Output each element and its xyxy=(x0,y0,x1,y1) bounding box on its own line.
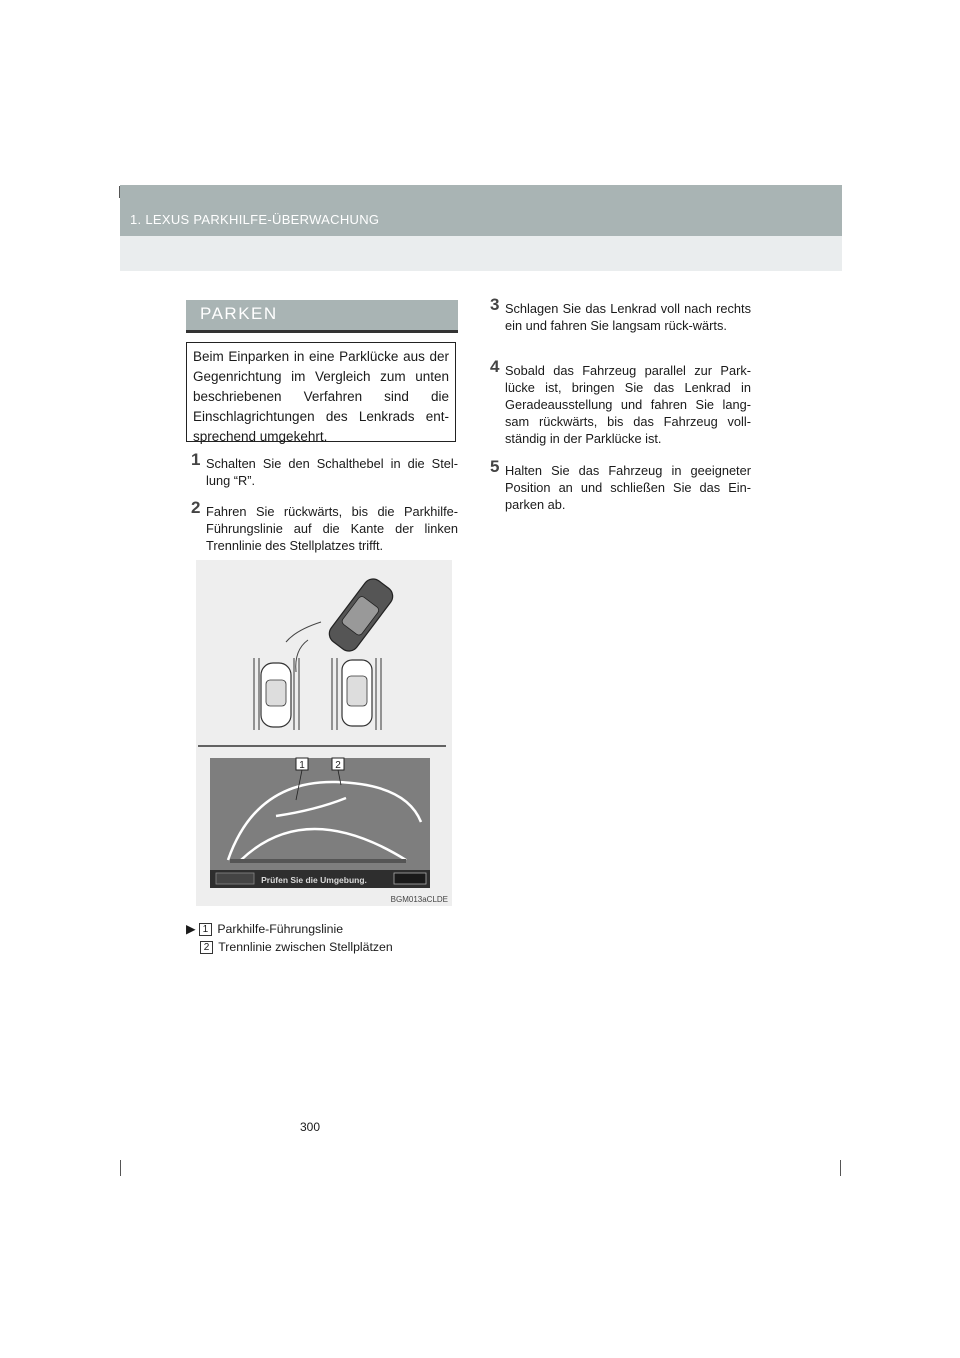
section-title: PARKEN xyxy=(200,304,278,323)
legend-item-2 xyxy=(200,940,393,954)
figure-code: BGM013aCLDE xyxy=(390,895,448,904)
step-number: 5 xyxy=(490,457,500,476)
legend-text: Parkhilfe-Führungslinie xyxy=(217,922,344,936)
step-4 xyxy=(490,357,751,447)
step-5 xyxy=(490,457,751,513)
screen-message: Prüfen Sie die Umgebung. xyxy=(261,875,367,885)
step-text: Sobald das Fahrzeug parallel zur Park-lücke ist, bringen Sie das Lenkrad in Geradeausstellung und fahren Sie lang-sam rückwärts, bis das Fahrzeug voll-ständig in der Parklücke ist. xyxy=(505,363,751,446)
legend-arrow-icon: ▶ xyxy=(186,922,196,936)
step-text: Schlagen Sie das Lenkrad voll nach rechts ein und fahren Sie langsam rück-wärts. xyxy=(505,301,751,333)
step-1 xyxy=(191,450,458,489)
parking-diagram-svg xyxy=(196,560,452,906)
parked-car-left xyxy=(261,663,291,727)
crop-mark xyxy=(120,1160,121,1176)
note-box: Beim Einparken in eine Parklücke aus der Gegenrichtung im Vergleich zum unten beschriebenen Verfahren sind die Einschlagrichtungen des Lenkrads ent-sprechend umgekehrt. xyxy=(186,342,456,442)
crop-mark xyxy=(840,1160,841,1176)
page-header xyxy=(120,185,842,271)
parked-car-right xyxy=(342,660,372,726)
header-title: 1. LEXUS PARKHILFE-ÜBERWACHUNG xyxy=(130,212,380,227)
camera-screen xyxy=(210,758,430,888)
header-bar xyxy=(120,185,842,236)
step-number: 4 xyxy=(490,357,500,376)
step-number: 3 xyxy=(490,295,500,314)
step-number: 2 xyxy=(191,498,201,517)
legend-number: 1 xyxy=(199,923,212,936)
step-3 xyxy=(490,295,751,334)
legend-text: Trennlinie zwischen Stellplätzen xyxy=(218,940,393,954)
section-heading xyxy=(186,300,458,333)
legend-number: 2 xyxy=(200,941,213,954)
page-number: 300 xyxy=(300,1120,321,1134)
step-number: 1 xyxy=(191,450,201,469)
step-text: Halten Sie das Fahrzeug in geeigneter Position an und schließen Sie das Ein-parken ab. xyxy=(505,463,751,512)
step-text: Schalten Sie den Schalthebel in die Stel-lung “R”. xyxy=(206,456,458,488)
callout-number: 2 xyxy=(335,760,341,771)
parking-illustration xyxy=(196,560,452,906)
callout-number: 1 xyxy=(299,760,305,771)
reversing-car xyxy=(325,575,396,655)
legend-item-1 xyxy=(186,922,343,936)
step-2 xyxy=(191,498,458,554)
step-text: Fahren Sie rückwärts, bis die Parkhilfe-Führungslinie auf die Kante der linken Trennlinie des Stellplatzes trifft. xyxy=(206,504,458,553)
